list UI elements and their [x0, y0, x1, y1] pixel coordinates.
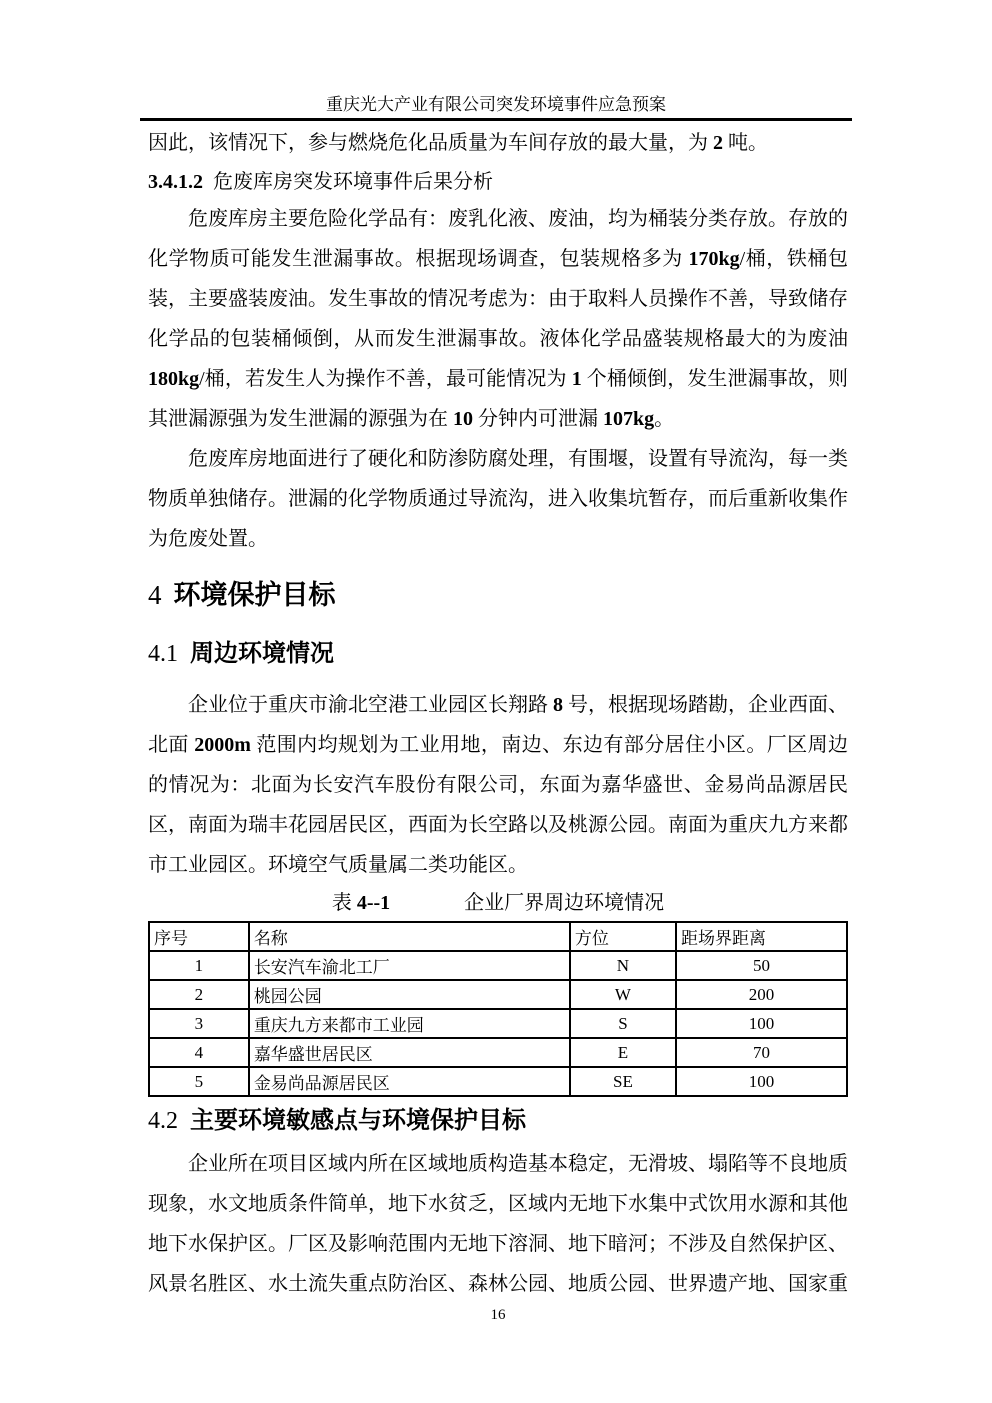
caption-prefix: 表	[331, 892, 357, 914]
running-header: 重庆光大产业有限公司突发环境事件应急预案	[140, 92, 852, 121]
paragraph-geology: 企业所在项目区域内所在区域地质构造基本稳定，无滑坡、塌陷等不良地质现象，水文地质条件简单，地下水贫乏，区域内无地下水集中式饮用水源和其他地下水保护区。厂区及影响范围内无地下溶洞、地下暗河；不涉及自然保护区、风景名胜区、水土流失重点防治区、森林公园、地质公园、世界遗产地、国家重	[148, 1153, 848, 1295]
surrounding-environment-table	[148, 921, 848, 1097]
heading-number: 3.4.1.2	[148, 171, 203, 193]
cell-name: 嘉华盛世居民区	[249, 1038, 570, 1067]
cell-name: 桃园公园	[249, 980, 570, 1009]
heading-text: 环境保护目标	[173, 580, 336, 610]
cell-direction: SE	[570, 1067, 676, 1096]
cell-no: 3	[149, 1009, 249, 1038]
cell-distance: 100	[676, 1067, 847, 1096]
cell-no: 4	[149, 1038, 249, 1067]
page-number: 16	[490, 1307, 506, 1323]
page-content	[140, 123, 852, 1324]
column-header-distance: 距场界距离	[676, 922, 847, 951]
column-header-direction: 方位	[570, 922, 676, 951]
cell-distance: 70	[676, 1038, 847, 1067]
caption-title: 企业厂界周边环境情况	[464, 892, 665, 914]
heading-section-4-2	[148, 1101, 848, 1141]
cell-no: 5	[149, 1067, 249, 1096]
cell-name: 金易尚品源居民区	[249, 1067, 570, 1096]
cell-direction: W	[570, 980, 676, 1009]
cell-no: 1	[149, 951, 249, 980]
paragraph-company-location: 企业位于重庆市渝北空港工业园区长翔路 8 号，根据现场踏勘，企业西面、北面 2000m 范围内均规划为工业用地，南边、东边有部分居住小区。厂区周边的情况为：北面为长安汽车股份有限公司，东面为嘉华盛世、金易尚品源居民区，南面为瑞丰花园居民区，西面为长空路以及桃源公园。南面为重庆九方来都市工业园区。环境空气质量属二类功能区。	[148, 694, 849, 876]
heading-number: 4.1	[148, 641, 178, 667]
cell-direction: N	[570, 951, 676, 980]
paragraph-ground-treatment: 危废库房地面进行了硬化和防渗防腐处理，有围堰，设置有导流沟，每一类物质单独储存。泄漏的化学物质通过导流沟，进入收集坑暂存，而后重新收集作为危废处置。	[148, 448, 848, 550]
cell-name: 重庆九方来都市工业园	[249, 1009, 570, 1038]
heading-number: 4.2	[148, 1108, 178, 1134]
table-caption	[148, 885, 848, 921]
column-header-name: 名称	[249, 922, 570, 951]
cell-distance: 100	[676, 1009, 847, 1038]
cell-distance: 200	[676, 980, 847, 1009]
paragraph-intro: 因此，该情况下，参与燃烧危化品质量为车间存放的最大量，为 2 吨。	[148, 132, 768, 154]
table-header-row	[149, 922, 847, 951]
heading-section-4-1	[148, 634, 848, 674]
paragraph-hazard-warehouse: 危废库房主要危险化学品有：废乳化液、废油，均为桶装分类存放。存放的化学物质可能发生泄漏事故。根据现场调查，包装规格多为 170kg/桶，铁桶包装，主要盛装废油。发生事故的情况考虑为：由于取料人员操作不善，导致储存化学品的包装桶倾倒，从而发生泄漏事故。液体化学品盛装规格最大的为废油 180kg/桶，若发生人为操作不善，最可能情况为 1 个桶倾倒，发生泄漏事故，则其泄漏源强为发生泄漏的源强为在 10 分钟内可泄漏 107kg。	[148, 208, 849, 430]
heading-chapter-4	[148, 575, 848, 615]
table-row	[149, 951, 847, 980]
cell-direction: E	[570, 1038, 676, 1067]
heading-number: 4	[148, 580, 162, 610]
caption-number: 4--1	[356, 892, 391, 914]
cell-no: 2	[149, 980, 249, 1009]
heading-text: 主要环境敏感点与环境保护目标	[190, 1107, 526, 1134]
table-row	[149, 1067, 847, 1096]
cell-distance: 50	[676, 951, 847, 980]
cell-name: 长安汽车渝北工厂	[249, 951, 570, 980]
table-row	[149, 1009, 847, 1038]
heading-text: 周边环境情况	[190, 640, 334, 667]
column-header-no: 序号	[149, 922, 249, 951]
cell-direction: S	[570, 1009, 676, 1038]
heading-3-4-1-2	[148, 165, 848, 199]
table-row	[149, 980, 847, 1009]
heading-text: 危废库房突发环境事件后果分析	[213, 171, 493, 193]
table-row	[149, 1038, 847, 1067]
